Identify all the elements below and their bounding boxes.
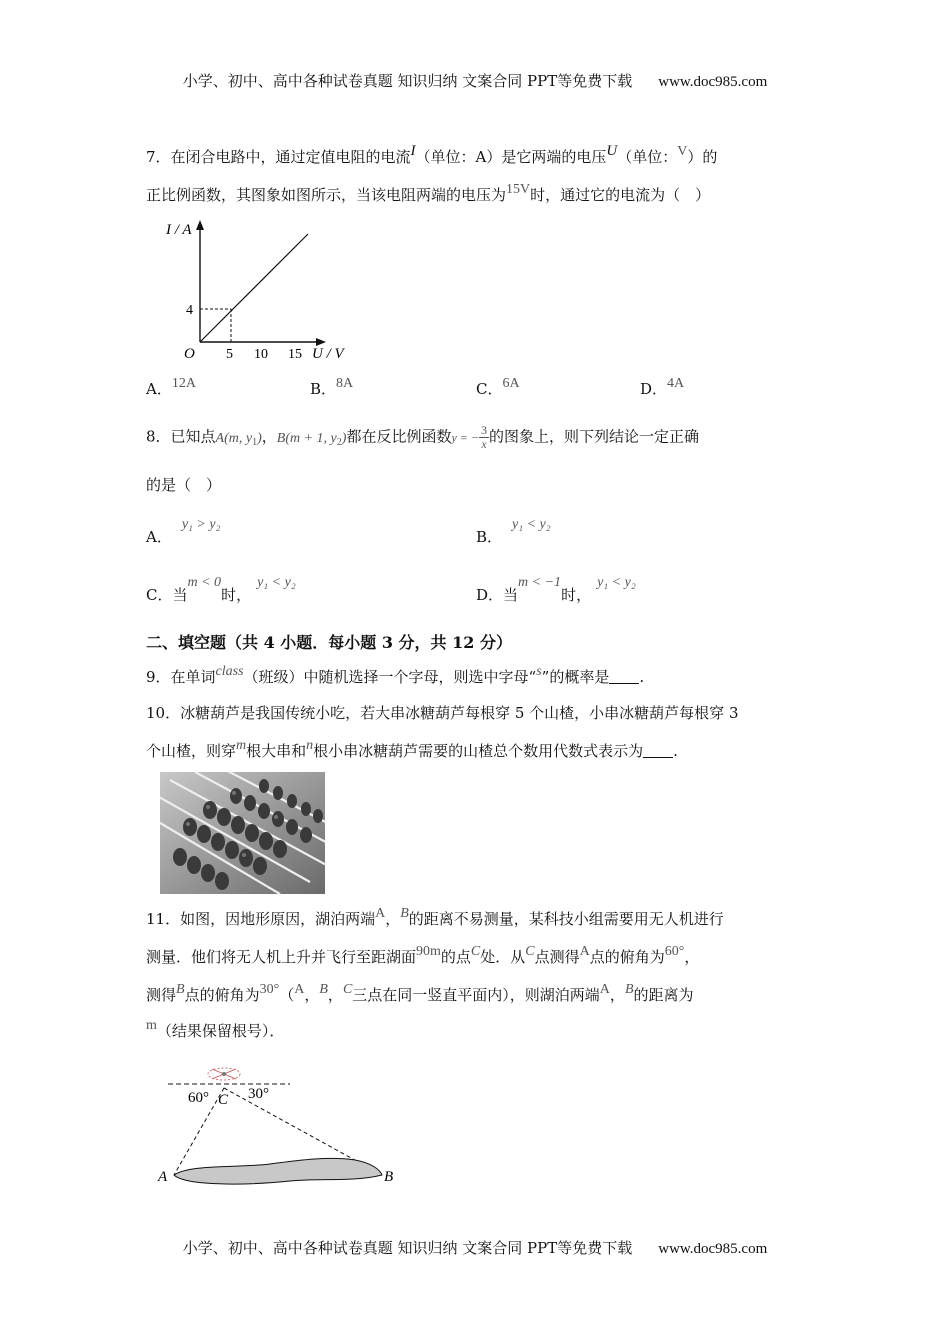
q11-point-b: B (400, 906, 409, 921)
q11-text: （ (279, 986, 295, 1004)
q9-text: ”的概率是 (541, 668, 610, 686)
footer-site: www.doc985.com (658, 1241, 768, 1257)
q7-var-u: U (606, 143, 618, 159)
option-value: 12A (171, 376, 196, 391)
header-text: 小学、初中、高中各种试卷真题 知识归纳 文案合同 PPT等免费下载 (182, 72, 633, 90)
q11-text: 的距离不易测量，某科技小组需要用无人机进行 (408, 910, 724, 928)
option-relation: y₁ < y₂ (257, 575, 296, 590)
x-tick-15: 15 (288, 347, 302, 362)
q11-text: ， (327, 986, 343, 1004)
option-value: 8A (336, 376, 354, 391)
q11-text: 点的俯角为 (184, 986, 260, 1004)
q11-text: （结果保留根号）． (156, 1022, 285, 1040)
q8-option-d[interactable] (476, 575, 636, 604)
q11-line4 (146, 1020, 284, 1044)
q11-point-c: C (525, 944, 535, 959)
option-relation: y₁ > y₂ (181, 517, 221, 532)
q11-point-b: B (624, 982, 634, 997)
option-label: C． (146, 586, 173, 604)
section-title: 二、填空题（共 4 小题．每小题 3 分，共 12 分） (146, 633, 512, 652)
q7-option-c[interactable] (476, 378, 520, 399)
option-relation: y₁ < y₂ (512, 517, 551, 532)
q11-text: 点测得 (534, 948, 580, 966)
option-pre: 当 (172, 586, 188, 604)
option-label: A． (146, 528, 172, 546)
q7-line2 (146, 184, 710, 208)
option-value: 6A (502, 376, 520, 391)
header-site: www.doc985.com (658, 74, 768, 90)
q11-text: ， (609, 986, 625, 1004)
point-a-sub: 1 (252, 436, 258, 448)
q10-var-n: n (306, 738, 314, 753)
q8-option-a[interactable] (146, 517, 221, 546)
option-label: C． (476, 380, 503, 398)
q7-option-a[interactable] (146, 378, 196, 399)
option-post: 时， (561, 586, 592, 604)
q7-graph (160, 218, 360, 368)
q11-text: 测量．他们将无人机上升并飞行至距湖面 (146, 948, 417, 966)
point-b-text: B(m + 1, y (276, 430, 337, 446)
point-label-c: C (218, 1092, 229, 1108)
q11-text: 的距离为 (633, 986, 694, 1004)
y-axis-label: I / A (166, 222, 192, 238)
q11-text: 11．如图，因地形原因，湖泊两端 (146, 910, 376, 928)
tanghulu-photo (160, 772, 325, 894)
point-b-end: ) (341, 430, 347, 446)
q11-text: 处．从 (480, 948, 526, 966)
q9-letter: s (536, 664, 542, 679)
q8-point-b (277, 431, 347, 446)
q9-text: . (639, 668, 645, 686)
q11-point-a: A (294, 982, 305, 997)
q11-angle-60: 60° (664, 944, 685, 959)
graph-line (200, 234, 308, 342)
q11-figure (150, 1060, 410, 1190)
x-tick-5: 5 (226, 347, 233, 362)
point-label-b: B (384, 1169, 394, 1185)
q11-point-a: A (579, 944, 590, 959)
y-tick-4: 4 (186, 303, 193, 318)
option-label: D． (640, 380, 668, 398)
q8-text: 都在反比例函数 (346, 427, 452, 446)
q11-text: ， (684, 948, 700, 966)
q7-text: ）的 (687, 148, 718, 166)
page-header (0, 70, 950, 91)
option-condition: m < 0 (187, 575, 222, 590)
q9-line (146, 666, 644, 690)
q11-text: 测得 (146, 986, 177, 1004)
q8-line1 (146, 424, 699, 454)
q8-text: ， (261, 427, 277, 446)
x-axis-label: U / V (312, 346, 344, 362)
point-a-end: ) (257, 430, 262, 446)
q10-text: 根小串冰糖葫芦需要的山楂总个数用代数式表示为 (313, 742, 644, 760)
q11-point-a: A (375, 906, 386, 921)
q7-text: 7．在闭合电路中，通过定值电阻的电流 (146, 148, 411, 166)
q8-option-c[interactable] (146, 575, 296, 604)
q10-text: . (673, 742, 678, 760)
point-label-a: A (158, 1169, 168, 1185)
angle-label-30: 30° (248, 1086, 269, 1102)
frac-num: 3 (481, 423, 487, 437)
point-b-sub: 2 (336, 436, 342, 448)
option-condition: m < −1 (518, 575, 562, 590)
q7-option-b[interactable] (310, 378, 353, 399)
q10-answer-blank[interactable] (643, 743, 673, 758)
q7-text: 正比例函数，其图象如图所示，当该电阻两端的电压为 (146, 186, 507, 204)
q8-line2: 的是（ ） (146, 476, 222, 494)
option-relation: y₁ < y₂ (597, 575, 636, 590)
angle-label-60: 60° (188, 1090, 209, 1106)
q8-text: 8．已知点 (146, 427, 216, 446)
q11-text: ， (385, 910, 401, 928)
q11-text: 三点在同一竖直平面内），则湖泊两端 (352, 986, 600, 1004)
q9-word: class (215, 664, 244, 679)
q7-line1 (146, 143, 718, 170)
q9-text: （班级）中随机选择一个字母，则选中字母“ (243, 668, 537, 686)
option-label: B． (310, 380, 337, 398)
q8-fraction (479, 424, 489, 451)
page-footer (0, 1237, 950, 1258)
q7-text: （单位：A）是它两端的电压 (415, 148, 607, 166)
q11-point-c: C (342, 982, 353, 997)
footer-text: 小学、初中、高中各种试卷真题 知识归纳 文案合同 PPT等免费下载 (182, 1239, 633, 1257)
drone-icon (208, 1068, 240, 1080)
q10-text: 根大串和 (246, 742, 307, 760)
option-label: D． (476, 586, 504, 604)
q10-line1: 10．冰糖葫芦是我国传统小吃，若大串冰糖葫芦每根穿 5 个山楂，小串冰糖葫芦每根穿 3 (146, 704, 739, 722)
q11-angle-30: 30° (259, 982, 280, 997)
q11-point-b: B (176, 982, 185, 997)
q10-text: 个山楂，则穿 (146, 742, 237, 760)
x-tick-10: 10 (254, 347, 268, 362)
q9-text: 9．在单词 (146, 668, 216, 686)
q11-height: 90m (416, 944, 441, 959)
option-label: B． (476, 528, 503, 546)
y-arrow (196, 220, 204, 230)
q7-text: 时，通过它的电流为（ ） (530, 186, 711, 204)
q11-line3 (146, 984, 694, 1008)
q7-option-d[interactable] (640, 378, 684, 399)
q11-point-a: A (599, 982, 610, 997)
q8-point-a (216, 431, 262, 446)
q7-var-i: I (410, 143, 416, 159)
q8-text: 的图象上，则下列结论一定正确 (489, 427, 700, 446)
q11-line1 (146, 908, 724, 932)
q7-text: （单位： (617, 148, 678, 166)
q7-val-15v: 15V (506, 182, 531, 197)
lake-shape (174, 1158, 382, 1184)
q10-var-m: m (236, 738, 247, 753)
q11-text: 点的俯角为 (589, 948, 665, 966)
x-arrow (316, 338, 326, 346)
option-value: 4A (667, 376, 685, 391)
frac-den: x (481, 437, 487, 451)
q11-line2 (146, 946, 699, 970)
q10-line2 (146, 740, 678, 764)
q11-text: 的点 (440, 948, 471, 966)
q11-text: ， (304, 986, 320, 1004)
point-a-text: A(m, y (215, 430, 253, 446)
q7-unit-v: V (677, 144, 688, 159)
q8-func-lhs: y = − (451, 430, 479, 445)
option-label: A． (146, 380, 172, 398)
q9-answer-blank[interactable] (609, 669, 639, 684)
q11-point-b: B (319, 982, 328, 997)
origin-label: O (184, 346, 195, 362)
q11-unit-m: m (146, 1018, 157, 1033)
q8-option-b[interactable] (476, 517, 551, 546)
option-pre: 当 (503, 586, 519, 604)
option-post: 时， (221, 586, 252, 604)
q11-point-c: C (470, 944, 481, 959)
